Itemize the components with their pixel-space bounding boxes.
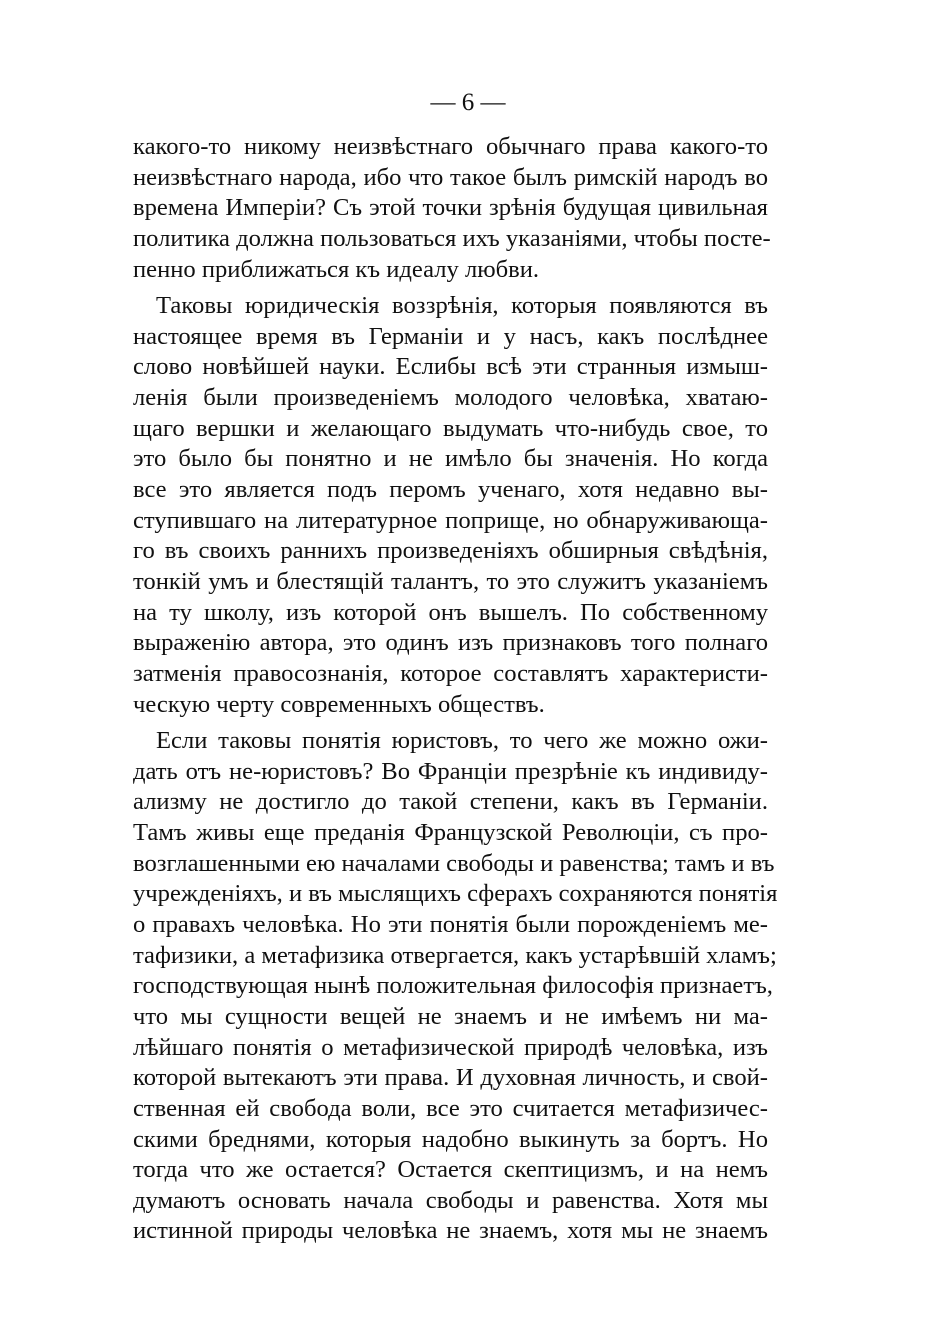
text-line: все это является подъ перомъ ученаго, хотя недавно вы- bbox=[133, 476, 768, 504]
text-line: тонкій умъ и блестящій талантъ, то это служитъ указаніемъ bbox=[133, 567, 768, 595]
text-line: скими бреднями, которыя надобно выкинуть за бортъ. Но bbox=[133, 1125, 768, 1153]
text-line: го въ своихъ раннихъ произведеніяхъ обширныя свѣдѣнія, bbox=[133, 537, 768, 565]
paragraph-3 bbox=[133, 726, 778, 1247]
text-line: тогда что же остается? Остается скептицизмъ, и на немъ bbox=[133, 1156, 768, 1184]
paragraph-2 bbox=[133, 291, 768, 720]
text-line: это было бы понятно и не имѣло бы значенія. Но когда bbox=[133, 445, 768, 473]
text-line: на ту школу, изъ которой онъ вышелъ. По собственному bbox=[133, 598, 768, 626]
text-line: слово новѣйшей науки. Еслибы всѣ эти странныя измыш- bbox=[133, 353, 768, 381]
text-line: ленія были произведеніемъ молодого человѣка, хватаю- bbox=[133, 384, 768, 412]
page-number: — 6 — bbox=[430, 89, 506, 116]
text-line: истинной природы человѣка не знаемъ, хотя мы не знаемъ bbox=[133, 1217, 768, 1245]
text-line: времена Имперіи? Съ этой точки зрѣнія будущая цивильная bbox=[133, 194, 768, 222]
text-line: думаютъ основать начала свободы и равенства. Хотя мы bbox=[133, 1186, 768, 1214]
text-line: дать отъ не-юристовъ? Во Франціи презрѣніе къ индивиду- bbox=[133, 757, 768, 785]
text-line: ступившаго на литературное поприще, но обнаруживающа- bbox=[133, 506, 768, 534]
text-line: ализму не достигло до такой степени, какъ въ Германіи. bbox=[133, 788, 768, 816]
text-line: о правахъ человѣка. Но эти понятія были порожденіемъ ме- bbox=[133, 911, 768, 939]
text-line: Тамъ живы еще преданія Французской Революціи, съ про- bbox=[133, 819, 768, 847]
text-line: политика должна пользоваться ихъ указаніями, чтобы посте- bbox=[133, 224, 771, 252]
text-line: Таковы юридическія воззрѣнія, которыя появляются въ bbox=[156, 292, 768, 320]
text-line: Если таковы понятія юристовъ, то чего же можно ожи- bbox=[156, 727, 768, 755]
text-line: выраженію автора, это одинъ изъ признаковъ того полнаго bbox=[133, 629, 768, 657]
text-line: учрежденіяхъ, и въ мыслящихъ сферахъ сохраняются понятія bbox=[133, 880, 778, 908]
text-line: затменія правосознанія, которое составлятъ характеристи- bbox=[133, 659, 768, 687]
text-line: какого-то никому неизвѣстнаго обычнаго права какого-то bbox=[133, 133, 768, 160]
text-line: что мы сущности вещей не знаемъ и не имѣемъ ни ма- bbox=[133, 1002, 768, 1030]
text-line: пенно приближаться къ идеалу любви. bbox=[133, 255, 540, 283]
text-line: тафизики, а метафизика отвергается, какъ устарѣвшій хламъ; bbox=[133, 941, 777, 969]
text-line: господствующая нынѣ положительная философія признаетъ, bbox=[133, 972, 773, 1000]
text-line: возглашенными ею началами свободы и равенства; тамъ и въ bbox=[133, 849, 775, 877]
text-line: ческую черту современныхъ обществъ. bbox=[133, 690, 545, 718]
text-line: настоящее время въ Германіи и у насъ, какъ послѣднее bbox=[133, 322, 768, 350]
text-line: которой вытекаютъ эти права. И духовная личность, и свой- bbox=[133, 1064, 768, 1092]
body-text bbox=[133, 132, 778, 1247]
paragraph-1 bbox=[133, 132, 771, 285]
text-line: ственная ей свобода воли, все это считается метафизичес- bbox=[133, 1094, 768, 1122]
text-line: неизвѣстнаго народа, ибо что такое былъ римскій народъ во bbox=[133, 163, 768, 191]
text-line: лѣйшаго понятія о метафизической природѣ человѣка, изъ bbox=[133, 1033, 768, 1061]
text-line: щаго вершки и желающаго выдумать что-нибудь свое, то bbox=[133, 414, 768, 442]
